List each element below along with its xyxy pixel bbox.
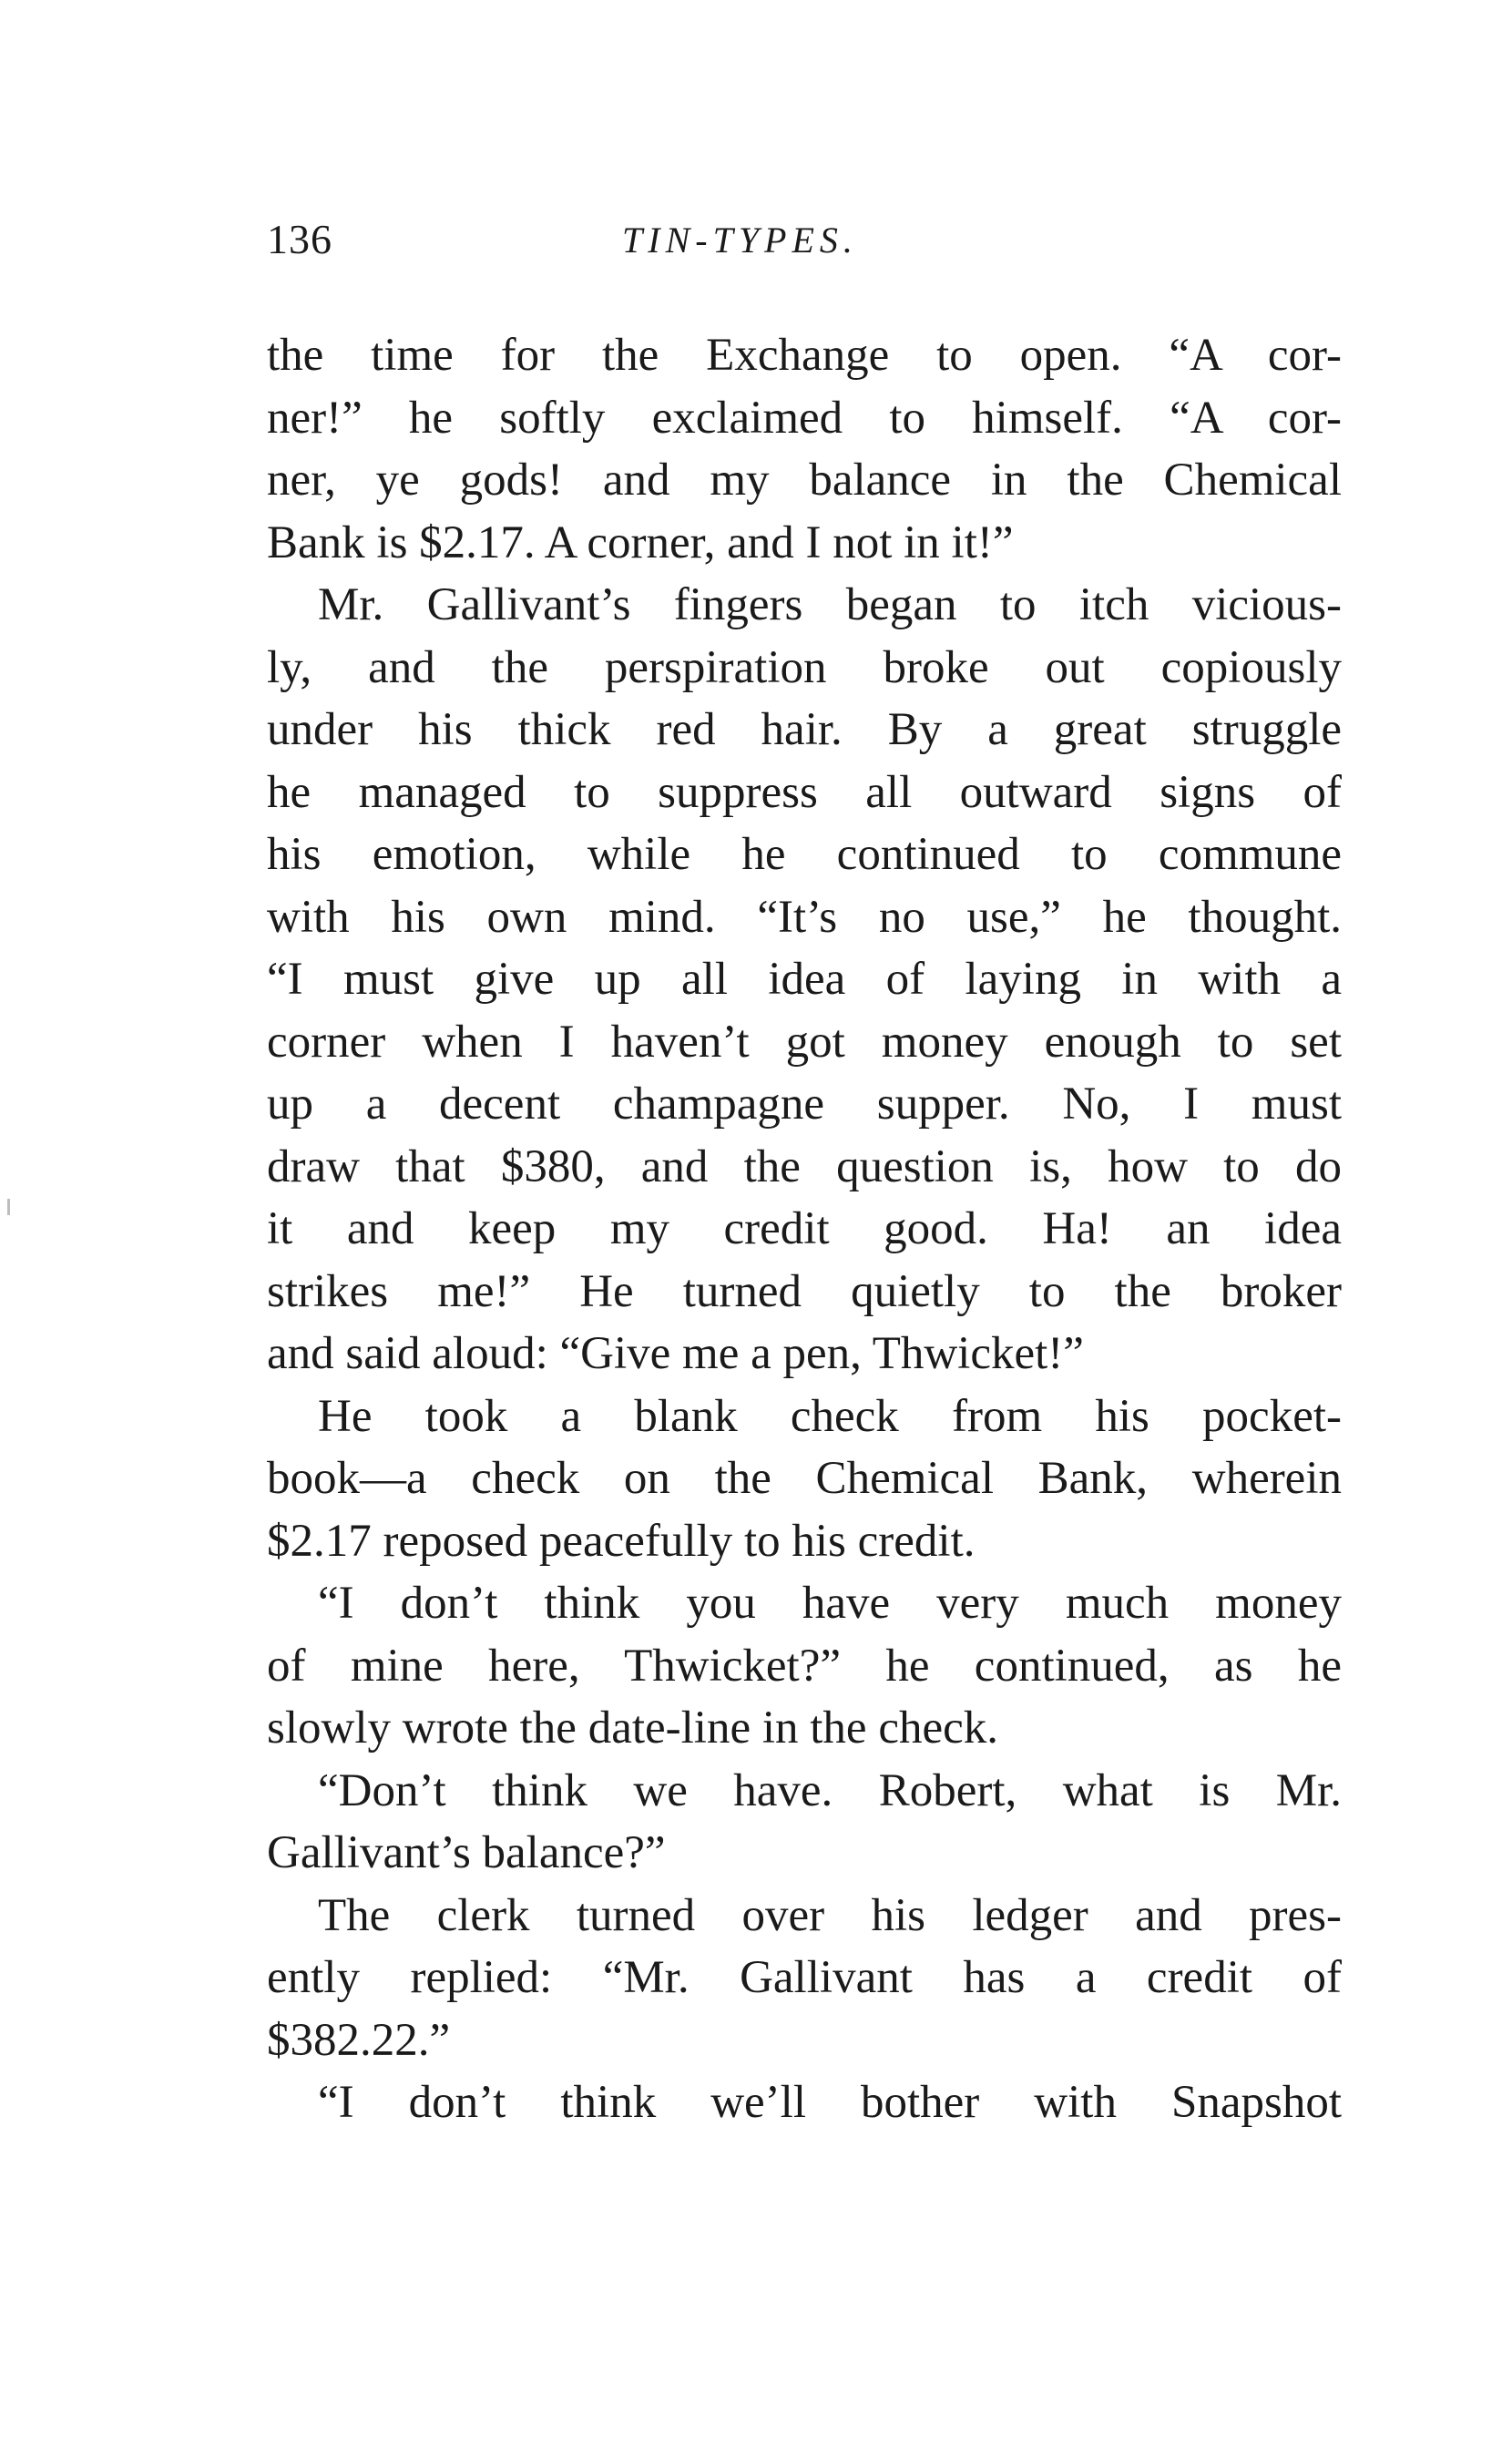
text-line: his emotion, while he continued to commune	[267, 829, 1342, 880]
text-line: ently replied: “Mr. Gallivant has a credit of	[267, 1952, 1342, 2003]
running-title: TIN-TYPES.	[622, 220, 858, 261]
running-head	[267, 215, 1342, 270]
text-line: Mr. Gallivant’s fingers began to itch vicious-	[318, 579, 1342, 630]
text-line: it and keep my credit good. Ha! an idea	[267, 1203, 1342, 1254]
text-line: ner!” he softly exclaimed to himself. “A cor-	[267, 392, 1342, 444]
text-line: of mine here, Thwicket?” he continued, as he	[267, 1640, 1342, 1692]
text-line: He took a blank check from his pocket-	[318, 1390, 1342, 1442]
text-line: draw that $380, and the question is, how to do	[267, 1140, 1342, 1192]
text-line: book—a check on the Chemical Bank, wherein	[267, 1453, 1342, 1504]
margin-mark	[7, 1199, 10, 1215]
text-line: ner, ye gods! and my balance in the Chemical	[267, 455, 1342, 506]
text-line: $382.22.”	[267, 2014, 451, 2066]
text-line: with his own mind. “It’s no use,” he thought.	[267, 891, 1342, 943]
body-text	[267, 324, 1342, 2134]
text-line: “I don’t think we’ll bother with Snapshot	[318, 2077, 1342, 2128]
text-line: and said aloud: “Give me a pen, Thwicket!”	[267, 1328, 1084, 1379]
text-line: “Don’t think we have. Robert, what is Mr.	[318, 1764, 1342, 1816]
text-line: $2.17 reposed peacefully to his credit.	[267, 1515, 976, 1567]
text-line: the time for the Exchange to open. “A cor-	[267, 330, 1342, 381]
text-line: The clerk turned over his ledger and pres-	[318, 1889, 1342, 1941]
text-line: strikes me!” He turned quietly to the broker	[267, 1265, 1342, 1317]
text-line: he managed to suppress all outward signs of	[267, 766, 1342, 818]
text-line: Gallivant’s balance?”	[267, 1827, 666, 1878]
text-line: up a decent champagne supper. No, I must	[267, 1079, 1342, 1130]
text-line: corner when I haven’t got money enough to set	[267, 1016, 1342, 1068]
page-number: 136	[267, 216, 332, 262]
text-line: Bank is $2.17. A corner, and I not in it!”	[267, 516, 1014, 568]
text-line: ly, and the perspiration broke out copiously	[267, 641, 1342, 693]
text-line: under his thick red hair. By a great struggle	[267, 704, 1342, 755]
text-line: “I must give up all idea of laying in with a	[267, 954, 1342, 1005]
text-line: “I don’t think you have very much money	[318, 1578, 1342, 1629]
text-line: slowly wrote the date-line in the check.	[267, 1702, 998, 1754]
